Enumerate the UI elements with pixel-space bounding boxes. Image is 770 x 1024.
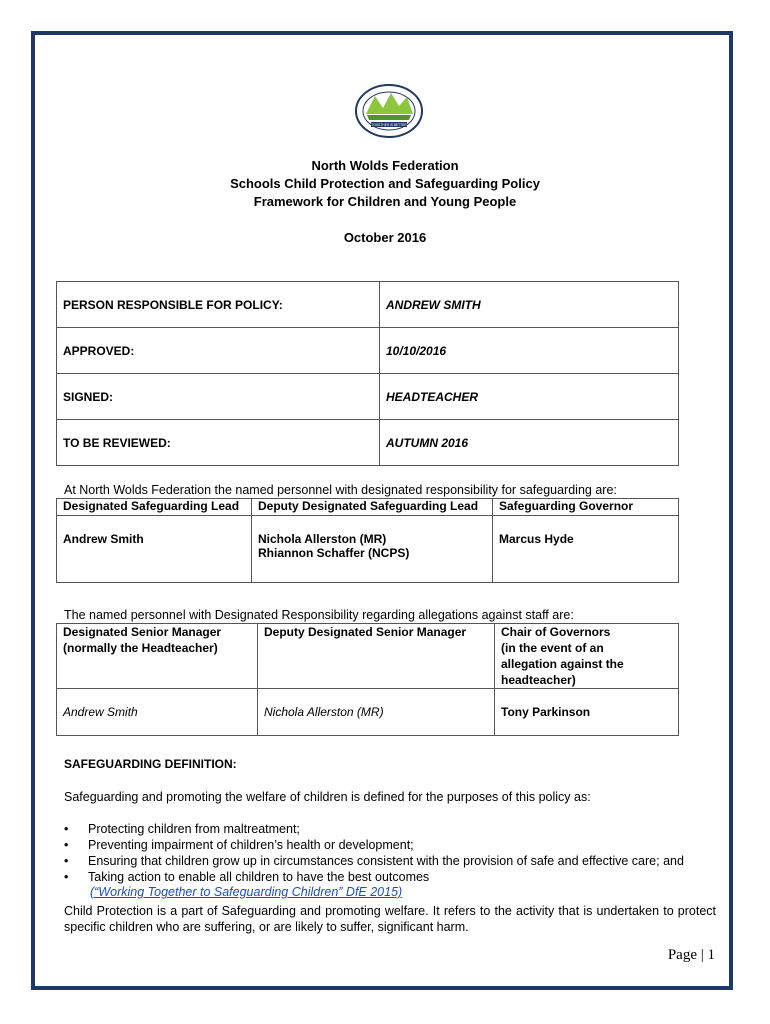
policy-table [56,281,679,466]
alleg-intro: The named personnel with Designated Responsibility regarding allegations against staff are: [64,608,574,622]
dsl-table [56,498,679,583]
table-row [57,624,679,689]
list-item: • Preventing impairment of children’s health or development; [64,837,684,853]
alleg-header-deputy: Deputy Designated Senior Manager [258,624,495,689]
header-line: (in the event of an [501,641,604,655]
table-row [57,420,679,466]
allegations-table [56,623,679,736]
document-date: October 2016 [343,230,427,245]
dsl-header: Deputy Designated Safeguarding Lead [252,499,493,516]
alleg-manager: Andrew Smith [57,689,258,736]
child-protection-paragraph: Child Protection is a part of Safeguarding and promoting welfare. It refers to the activity that is undertaken to protect specific children who are suffering, or are likely to suffer, significant harm. [64,904,716,934]
policy-label: SIGNED: [57,374,380,420]
alleg-header-manager [57,624,258,689]
federation-logo [355,84,423,138]
list-item: • Taking action to enable all children to have the best outcomes [64,869,684,885]
list-item: • Protecting children from maltreatment; [64,821,684,837]
title-line-2: Schools Child Protection and Safeguarding Policy [230,176,540,191]
definition-intro: Safeguarding and promoting the welfare of children is defined for the purposes of this policy as: [64,790,591,804]
dsl-governor: Marcus Hyde [493,516,679,583]
title-block [0,157,770,211]
header-line: (normally the Headteacher) [63,641,218,655]
header-line: Designated Senior Manager [63,625,222,639]
dsl-lead: Andrew Smith [57,516,252,583]
header-line: headteacher) [501,673,576,687]
svg-text:TOGETHER IS BETTER: TOGETHER IS BETTER [371,123,407,127]
title-line-1: North Wolds Federation [311,158,459,173]
table-row [57,516,679,583]
table-row [57,282,679,328]
dsl-intro: At North Wolds Federation the named personnel with designated responsibility for safeguarding are: [64,483,617,497]
policy-value: AUTUMN 2016 [380,420,679,466]
definition-heading: SAFEGUARDING DEFINITION: [64,757,237,771]
policy-label: APPROVED: [57,328,380,374]
alleg-header-chair [495,624,679,689]
policy-label: PERSON RESPONSIBLE FOR POLICY: [57,282,380,328]
dsl-header: Safeguarding Governor [493,499,679,516]
page-number: Page | 1 [667,947,715,963]
dsl-deputy-1: Nichola Allerston (MR) [258,532,387,546]
policy-value: 10/10/2016 [380,328,679,374]
policy-label: TO BE REVIEWED: [57,420,380,466]
policy-value: ANDREW SMITH [380,282,679,328]
dsl-deputy [252,516,493,583]
citation-link[interactable]: (“Working Together to Safeguarding Children” DfE 2015) [90,885,403,899]
table-row [57,499,679,516]
alleg-deputy: Nichola Allerston (MR) [258,689,495,736]
policy-value: HEADTEACHER [380,374,679,420]
table-row [57,374,679,420]
title-line-3: Framework for Children and Young People [253,194,517,209]
dsl-deputy-2: Rhiannon Schaffer (NCPS) [258,546,410,560]
table-row [57,328,679,374]
list-item: • Ensuring that children grow up in circumstances consistent with the provision of safe and effective care; and [64,853,684,869]
header-line: allegation against the [501,657,624,671]
alleg-chair: Tony Parkinson [495,689,679,736]
table-row [57,689,679,736]
header-line: Chair of Governors [501,625,611,639]
definition-list [64,821,684,885]
dsl-header: Designated Safeguarding Lead [57,499,252,516]
